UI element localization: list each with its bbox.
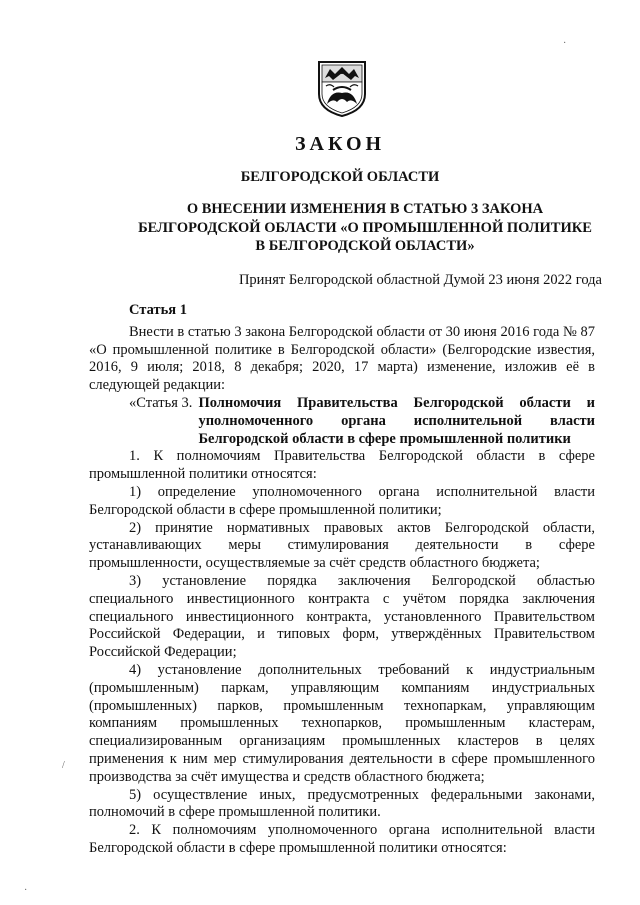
- paragraph: 3) установление порядка заключения Белгородской областью специального инвестиционного контракта с учётом порядка заключения специального инвестиционного контракта, установленного Правительством Российской Федерации, и типовых форм, утверждённых Правительством Российской Федерации;: [89, 572, 595, 661]
- law-heading-line: О ВНЕСЕНИИ ИЗМЕНЕНИЯ В СТАТЬЮ 3 ЗАКОНА: [186, 201, 544, 217]
- law-heading-line: БЕЛГОРОДСКОЙ ОБЛАСТИ «О ПРОМЫШЛЕННОЙ ПОЛИТИКЕ: [138, 219, 592, 236]
- article-3-heading: [89, 395, 595, 448]
- paragraph: 1. К полномочиям Правительства Белгородской области в сфере промышленной политики относятся:: [89, 448, 595, 483]
- scan-speck: /: [62, 760, 65, 771]
- law-title: ЗАКОН: [294, 133, 386, 155]
- paragraph: 1) определение уполномоченного органа исполнительной власти Белгородской области в сфере промышленной политики;: [89, 483, 595, 518]
- scan-speck: ·: [24, 885, 28, 896]
- adoption-line: Принят Белгородской областной Думой 23 июня 2022 года: [238, 272, 602, 288]
- paragraph: 2. К полномочиям уполномоченного органа исполнительной власти Белгородской области в сфере промышленной политики относятся:: [89, 822, 595, 856]
- law-region: БЕЛГОРОДСКОЙ ОБЛАСТИ: [240, 169, 440, 185]
- paragraph: 2) принятие нормативных правовых актов Белгородской области, устанавливающих меры стимулирования деятельности в сфере промышленности, осуществляемые за счёт средств областного бюджета;: [89, 519, 595, 572]
- paragraph: 5) осуществление иных, предусмотренных федеральными законами, полномочий в сфере промышленной политики.: [89, 786, 595, 821]
- belgorod-coat-of-arms-icon: [317, 60, 367, 118]
- intro-paragraph: Внести в статью 3 закона Белгородской области от 30 июня 2016 года № 87 «О промышленной политике в Белгородской области» (Белгородские известия, 2016, 9 июля; 2018, 8 декабря; 2020, 17 марта) изменение, изложив её в следующей редакции:: [89, 323, 595, 394]
- article-3-label: «Статья 3.: [129, 394, 193, 411]
- scan-speck: ·: [563, 38, 567, 49]
- law-heading: [95, 200, 595, 256]
- paragraph: 4) установление дополнительных требований к индустриальным (промышленным) паркам, управляющим компаниям индустриальных (промышленных) парков, промышленным технопаркам, управляющим компаниям промышленных технопарков, промышленным кластерам, специализированным организациям промышленных кластеров в целях применения к ним мер стимулирования деятельности в сфере промышленного производства за счёт имущества и средств областного бюджета;: [89, 661, 595, 785]
- article-3-title: Полномочия Правительства Белгородской области и уполномоченного органа исполнительной власти Белгородской области в сфере промышленной политики: [198, 394, 595, 447]
- law-body: [89, 302, 595, 858]
- law-heading-line: В БЕЛГОРОДСКОЙ ОБЛАСТИ»: [255, 238, 475, 254]
- article-number: Статья 1: [129, 302, 187, 318]
